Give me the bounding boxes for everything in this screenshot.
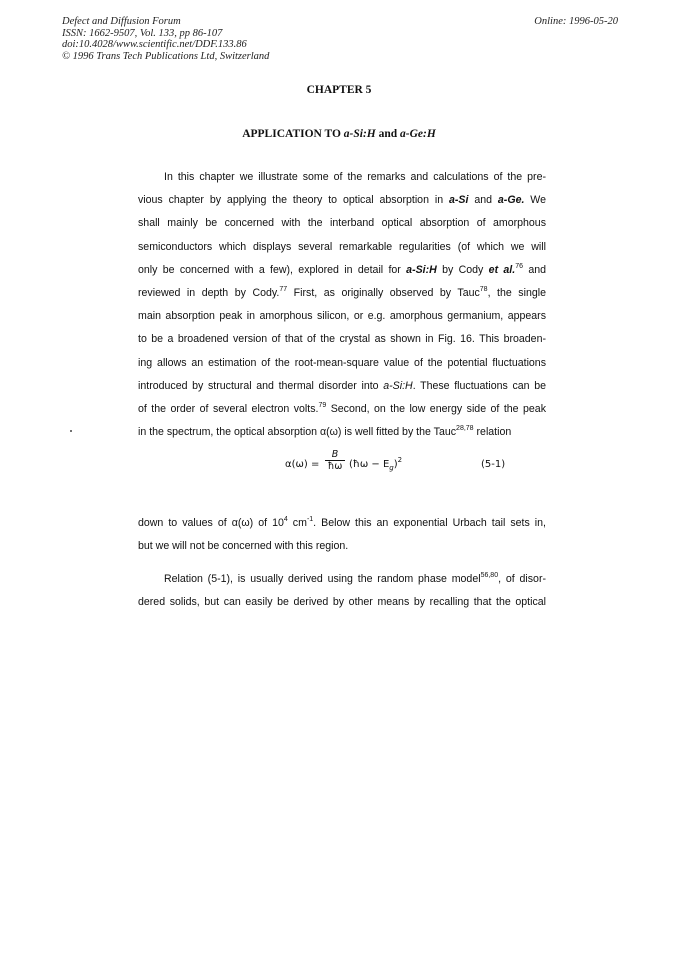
doi-line: doi:10.4028/www.scientific.net/DDF.133.86 <box>62 39 247 50</box>
p1-l12c: relation <box>473 426 512 439</box>
ref-28-78: 28,78 <box>456 425 474 433</box>
section-title-and: and <box>375 128 401 140</box>
equation-number: (5-1) <box>481 459 506 470</box>
p1-line-10 <box>138 375 546 398</box>
chapter-heading: CHAPTER 5 <box>306 84 372 96</box>
copyright-line: © 1996 Trans Tech Publications Ltd, Switzerland <box>62 50 270 62</box>
equation-power: 2 <box>397 456 403 464</box>
p1-l10c: . These fluctuations can be <box>412 379 547 392</box>
p3-line-2: dered solids, but can easily be derived by other means by recalling that the optical <box>138 596 546 609</box>
p2-line-1 <box>138 512 546 535</box>
equation-fraction <box>325 449 345 472</box>
p1-l2e: We <box>524 194 546 207</box>
p1-l6a: reviewed in depth by Cody. <box>138 286 280 299</box>
p1-l2a: vious chapter by applying the theory to optical absorption in <box>138 194 449 207</box>
journal-name: Defect and Diffusion Forum <box>62 16 181 27</box>
p2-exp-4: 4 <box>283 516 288 523</box>
p1-l2d: a-Ge. <box>497 194 525 207</box>
equation-close: ) <box>393 459 398 470</box>
p1-l5b: a-Si:H <box>406 263 437 276</box>
equation-rhs-main: (ħω − E <box>349 459 390 470</box>
p2-exp-minus-1: -1 <box>306 516 314 523</box>
p1-line-3: shall mainly be concerned with the interband optical absorption of amorphous <box>138 217 546 230</box>
p1-l11c: Second, on the low energy side of the peak <box>326 402 546 415</box>
p2-line-2: but we will not be concerned with this region. <box>138 540 349 553</box>
p1-line-5 <box>138 259 546 282</box>
p1-line-7: main absorption peak in amorphous silicon, or e.g. amorphous germanium, appears <box>138 310 546 323</box>
equation-lhs: α(ω) = <box>285 459 320 470</box>
p1-l5d: et al. <box>488 263 516 276</box>
p2-l1e: . Below this an exponential Urbach tail sets in, <box>313 517 546 529</box>
section-title-prefix: APPLICATION TO <box>242 128 344 140</box>
p3-l1c: , of disor- <box>498 573 547 585</box>
p1-line-11 <box>138 398 546 421</box>
p1-l12a: in the spectrum, the optical absorption α(ω) is well fitted by the Tauc <box>138 426 457 439</box>
ref-79: 79 <box>318 401 327 409</box>
p1-l10b: a-Si:H <box>383 379 413 392</box>
p1-l5f: and <box>523 263 546 276</box>
p1-line-6 <box>138 282 546 305</box>
paragraph-2 <box>138 512 546 558</box>
p1-l5c: by Cody <box>436 263 489 276</box>
margin-dot <box>70 430 72 432</box>
section-title <box>0 128 678 140</box>
p3-line-1 <box>138 568 546 591</box>
p1-l10a: introduced by structural and thermal disorder into <box>138 379 384 392</box>
p1-line-1: In this chapter we illustrate some of the remarks and calculations of the pre- <box>164 171 546 183</box>
equation-rhs <box>349 456 403 472</box>
p1-line-9: ing allows an estimation of the root-mean-square value of the potential fluctuations <box>138 356 546 369</box>
p2-l1c: cm <box>287 517 307 529</box>
p1-l2b: a-Si <box>449 194 469 207</box>
ref-56-80: 56,80 <box>480 572 499 579</box>
ref-78: 78 <box>479 285 488 293</box>
p1-line-12 <box>138 421 546 444</box>
p1-line-8: to be a broadened version of that of the crystal as shown in Fig. 16. This broaden- <box>138 333 546 346</box>
p1-l6c: First, as originally observed by Tauc <box>287 286 480 299</box>
equation-subscript: g <box>389 464 394 472</box>
online-date: Online: 1996-05-20 <box>534 16 618 27</box>
equation-denominator: ħω <box>327 461 343 472</box>
p1-l6e: , the single <box>487 286 546 299</box>
issn-line: ISSN: 1662-9507, Vol. 133, pp 86-107 <box>62 27 223 39</box>
journal-metadata <box>62 16 269 62</box>
p1-l2c: and <box>468 194 498 207</box>
equation-5-1 <box>285 447 555 481</box>
equation-numerator: B <box>325 449 345 461</box>
ref-76: 76 <box>515 262 523 270</box>
p1-l11a: of the order of several electron volts. <box>138 402 319 415</box>
p1-l5a: only be concerned with a few), explored in detail for <box>138 263 407 276</box>
p1-line-4: semiconductors which displays several remarkable regularities (of which we will <box>138 240 546 253</box>
paragraph-3 <box>138 568 546 614</box>
ref-77: 77 <box>279 285 288 293</box>
p2-l1a: down to values of α(ω) of 10 <box>138 517 284 529</box>
p1-line-2 <box>138 189 546 212</box>
paragraph-1 <box>138 166 546 444</box>
section-title-material-1: a-Si:H <box>343 128 376 140</box>
p3-l1a: Relation (5-1), is usually derived using the random phase model <box>164 573 481 585</box>
section-title-material-2: a-Ge:H <box>400 128 436 140</box>
